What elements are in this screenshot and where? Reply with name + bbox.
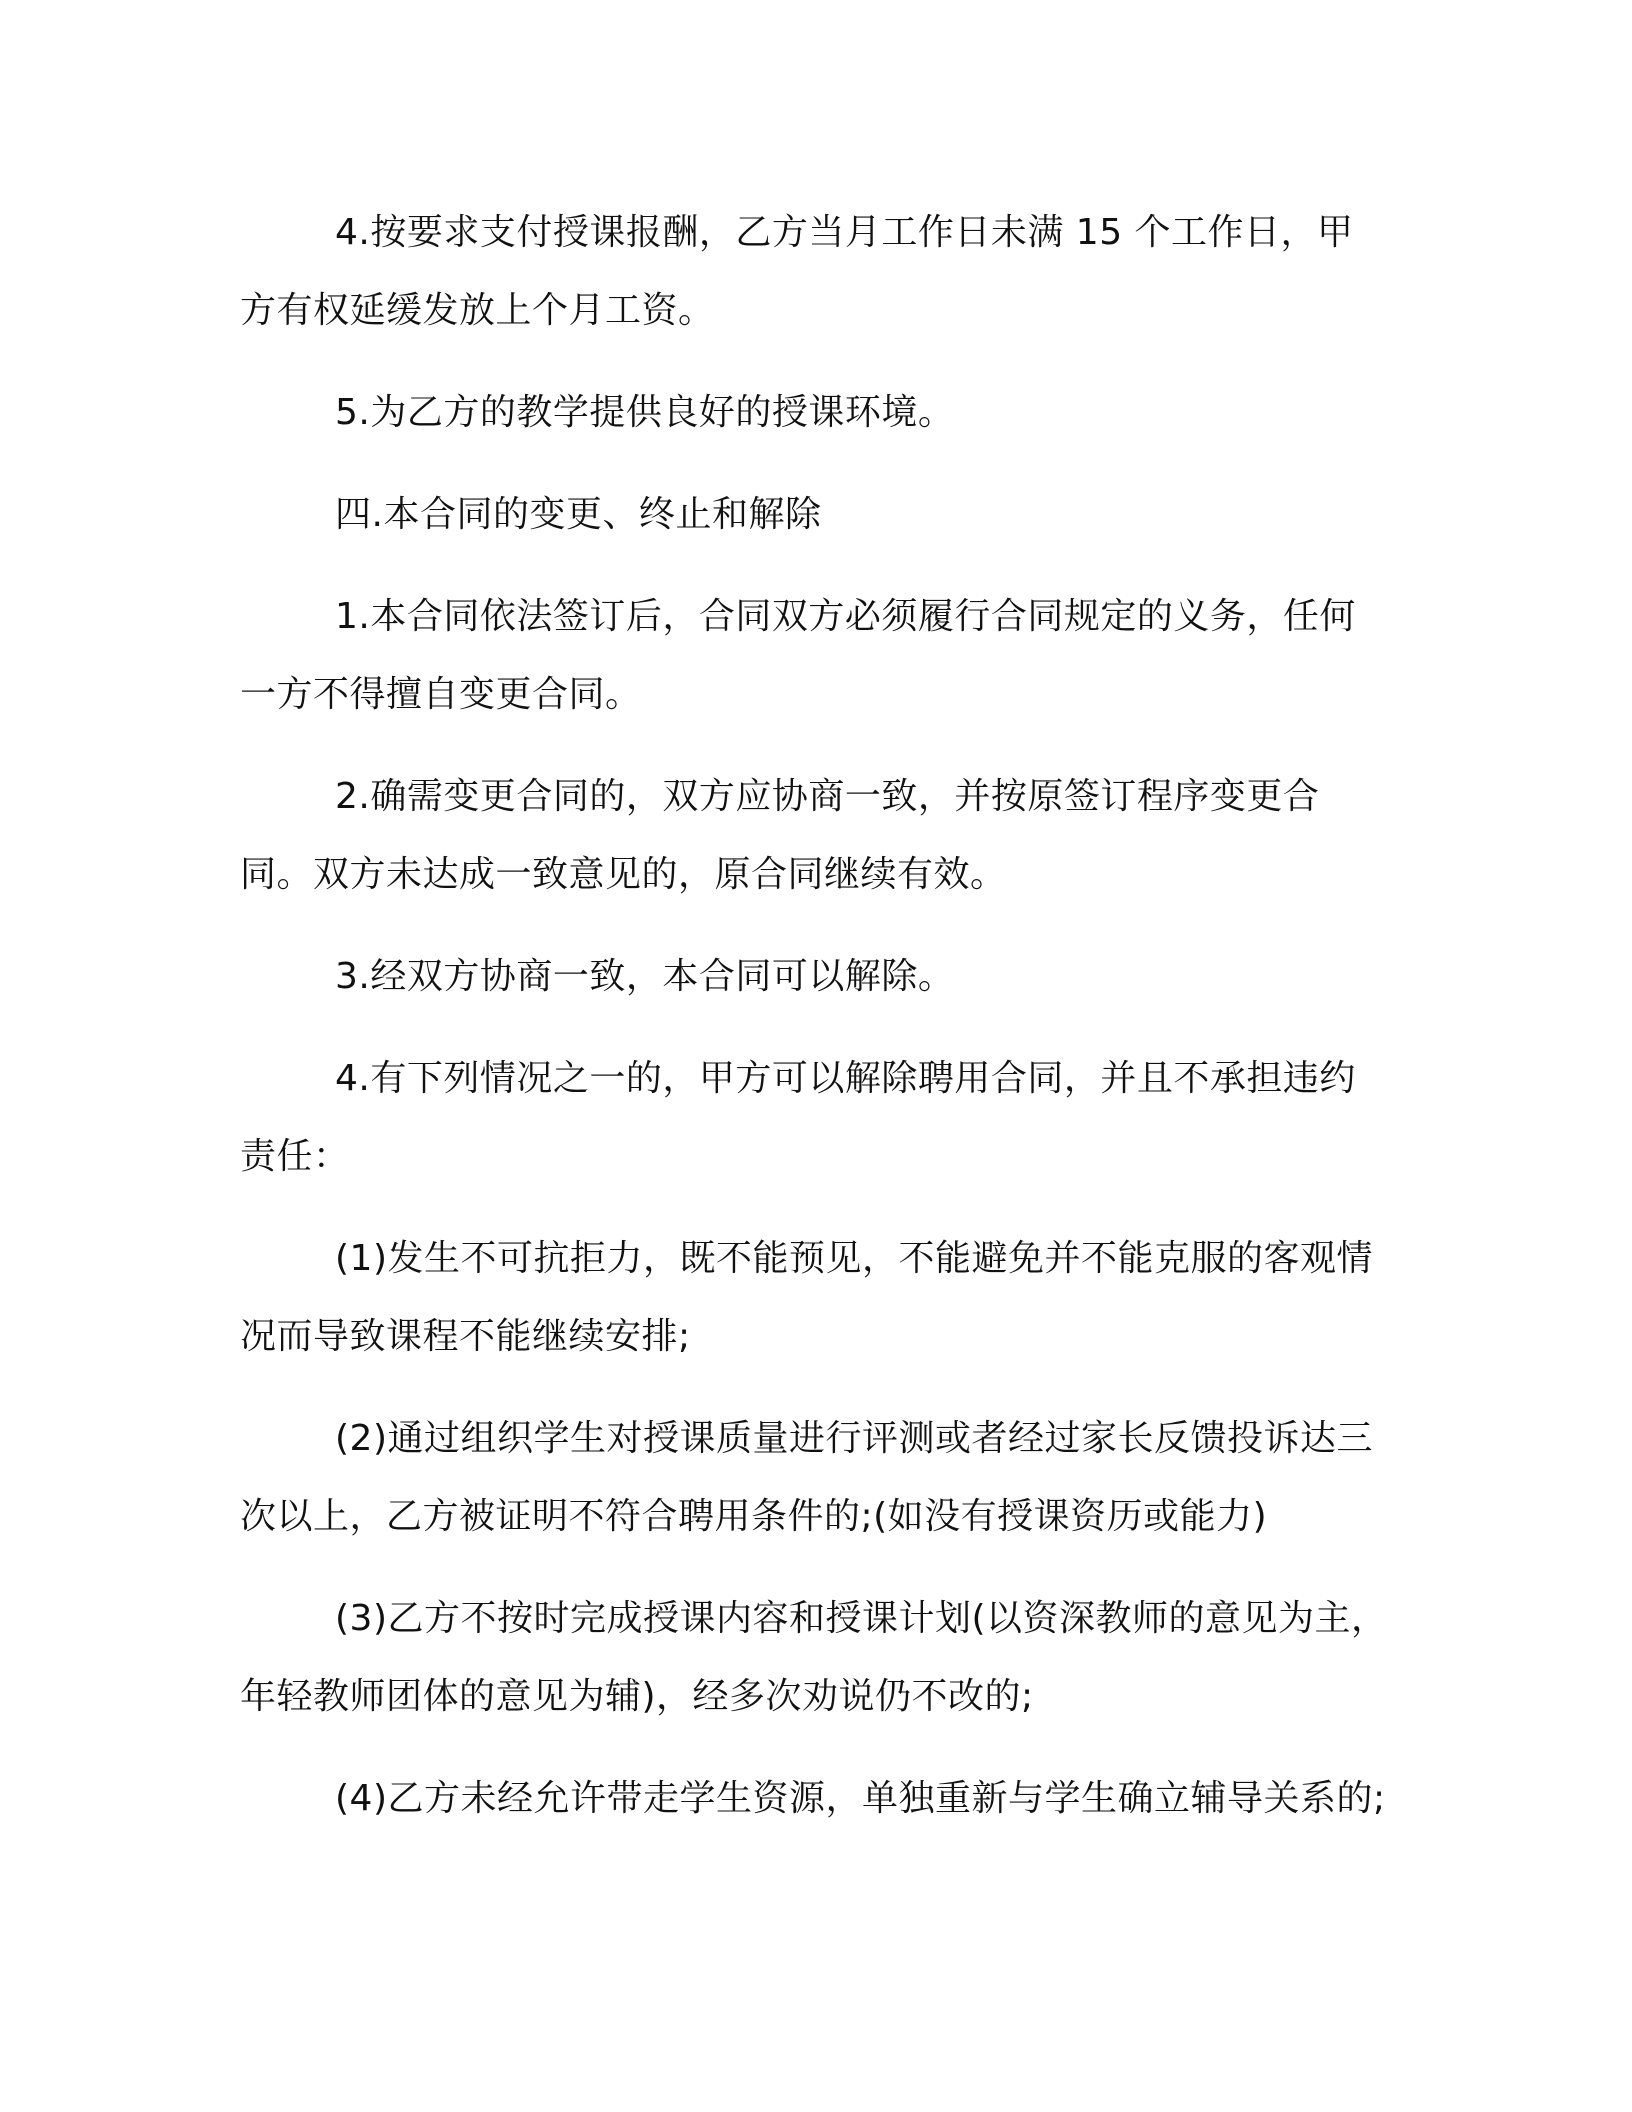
paragraph-negotiated-change: 2.确需变更合同的，双方应协商一致，并按原签订程序变更合同。双方未达成一致意见的，原合同继续有效。 xyxy=(240,776,1320,895)
list-item-force-majeure: (1)发生不可抗拒力，既不能预见，不能避免并不能克服的客观情况而导致课程不能继续安排; xyxy=(240,1238,1373,1357)
paragraph-teaching-environment: 5.为乙方的教学提供良好的授课环境。 xyxy=(335,392,955,433)
paragraph-no-unilateral-change: 1.本合同依法签订后，合同双方必须履行合同规定的义务，任何一方不得擅自变更合同。 xyxy=(240,596,1356,715)
list-item-quality-complaints: (2)通过组织学生对授课质量进行评测或者经过家长反馈投诉达三次以上，乙方被证明不符合聘用条件的;(如没有授课资历或能力) xyxy=(240,1418,1373,1537)
paragraph-termination-conditions: 4.有下列情况之一的，甲方可以解除聘用合同，并且不承担违约责任： xyxy=(240,1058,1356,1177)
paragraph-mutual-termination: 3.经双方协商一致，本合同可以解除。 xyxy=(335,956,955,997)
list-item-student-resources: (4)乙方未经允许带走学生资源，单独重新与学生确立辅导关系的; xyxy=(335,1778,1386,1819)
paragraph-payment-obligation: 4.按要求支付授课报酬，乙方当月工作日未满 15 个工作日，甲方有权延缓发放上个月工资。 xyxy=(240,212,1354,331)
list-item-incomplete-teaching: (3)乙方不按时完成授课内容和授课计划(以资深教师的意见为主，年轻教师团体的意见为辅)，经多次劝说仍不改的; xyxy=(240,1598,1388,1717)
document-body xyxy=(240,194,1390,1862)
section-heading-contract-change: 四.本合同的变更、终止和解除 xyxy=(335,494,822,535)
